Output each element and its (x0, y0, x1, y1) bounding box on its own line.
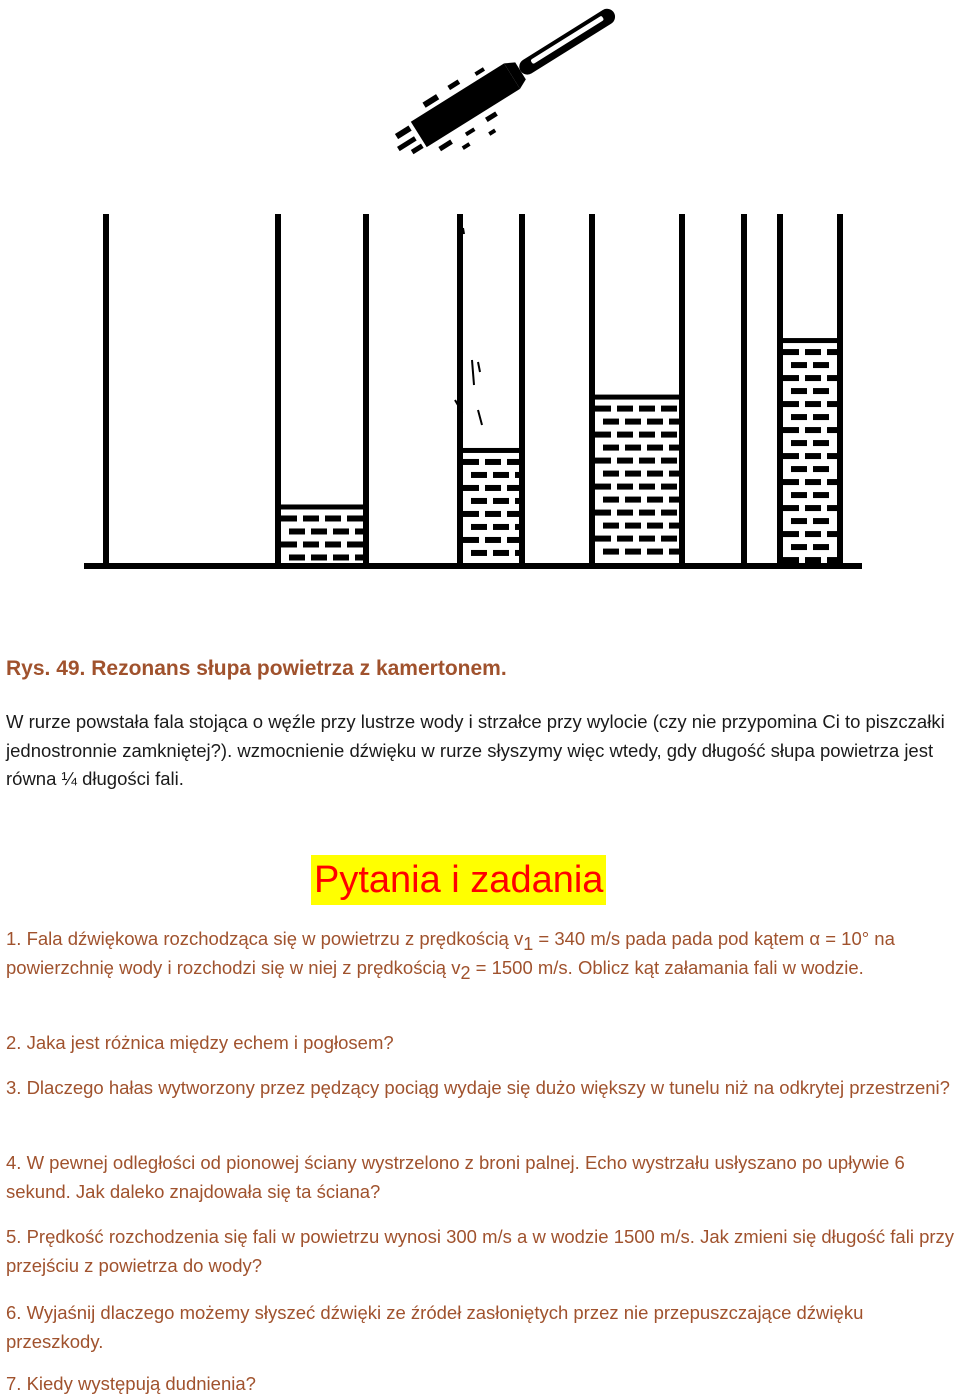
question-6: 6. Wyjaśnij dlaczego możemy słyszeć dźwięki ze źródeł zasłoniętych przez nie przepuszczające dźwięku przeszkody. (6, 1302, 864, 1352)
section-heading: Pytania i zadania (311, 855, 606, 905)
tube-wall (837, 214, 843, 564)
question-1-sub1: 1 (523, 934, 534, 954)
question-1-sub2: 2 (460, 963, 471, 983)
water-column (592, 395, 682, 555)
tube-wall (275, 214, 281, 564)
tuning-fork-icon (384, 0, 635, 181)
tube-wall (679, 214, 685, 564)
resonance-tubes-figure (0, 0, 960, 600)
question-1-part2: = 340 m/s pada pada pod kątem α = 10° na powierzchnię wody i rozchodzi się w niej z prędkością v (6, 928, 895, 978)
question-1-part3: = 1500 m/s. Oblicz kąt załamania fali w wodzie. (470, 957, 864, 978)
question-3: 3. Dlaczego hałas wytworzony przez pędzący pociąg wydaje się dużo większy w tunelu niż na odkrytej przestrzeni? (6, 1077, 950, 1098)
question-2: 2. Jaka jest różnica między echem i pogłosem? (6, 1032, 394, 1053)
tube-wall (741, 214, 747, 564)
question-4: 4. W pewnej odległości od pionowej ściany wystrzelono z broni palnej. Echo wystrzału usłyszano po upływie 6 sekund. Jak daleko znajdowała się ta ściana? (6, 1152, 905, 1202)
tube-wall (519, 214, 525, 564)
question-5: 5. Prędkość rozchodzenia się fali w powietrzu wynosi 300 m/s a w wodzie 1500 m/s. Jak zmieni się długość fali przy przejściu z powietrza do wody? (6, 1226, 955, 1276)
figure-caption: Rys. 49. Rezonans słupa powietrza z kamertonem. (6, 657, 507, 680)
intro-paragraph: W rurze powstała fala stojąca o węźle przy lustrze wody i strzałce przy wylocie (czy nie przypomina Ci to piszczałki jednostronnie zamkniętej?). wzmocnienie dźwięku w rurze słyszymy więc wtedy, gdy długość słupa powietrza jest równa ¼ długości fali. (6, 711, 945, 789)
water-column (278, 504, 366, 560)
tube-wall (363, 214, 369, 564)
tube-wall (589, 214, 595, 564)
question-1-part1: 1. Fala dźwiękowa rozchodząca się w powietrzu z prędkością v (6, 928, 524, 949)
question-7: 7. Kiedy występują dudnienia? (6, 1373, 256, 1394)
water-column (780, 338, 840, 563)
water-column (460, 448, 522, 556)
tube-wall (457, 214, 463, 564)
tube-wall (777, 214, 783, 564)
tube-wall (103, 214, 109, 564)
question-1 (6, 924, 956, 982)
